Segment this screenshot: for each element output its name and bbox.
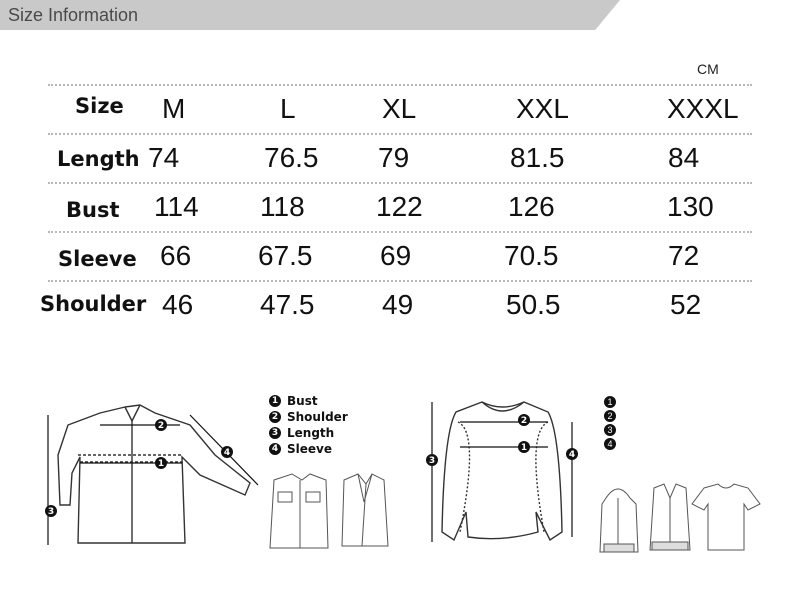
- table-cell: 70.5: [504, 240, 559, 271]
- table-cell: XL: [382, 93, 417, 124]
- measurement-legend: [269, 393, 348, 457]
- table-cell: 126: [508, 191, 555, 222]
- table-cell: L: [280, 93, 296, 124]
- legend-label: Shoulder: [287, 410, 348, 424]
- table-row-sleeve: [48, 231, 752, 280]
- unit-label: CM: [697, 61, 719, 77]
- legend-item: [269, 425, 348, 441]
- table-cell: 52: [670, 289, 702, 320]
- num-1-icon: 1: [604, 396, 616, 408]
- table-cell: 130: [667, 191, 714, 222]
- num-3-icon: 3: [269, 427, 281, 439]
- table-cell: 50.5: [506, 289, 561, 320]
- row-label: Size: [75, 94, 124, 118]
- sweater-measurement-illustration: [420, 392, 590, 552]
- legend-item: [269, 409, 348, 425]
- table-cell: 69: [380, 240, 412, 271]
- table-cell: 81.5: [510, 142, 565, 173]
- legend-item: [269, 441, 348, 457]
- num-4-icon: 4: [604, 438, 616, 450]
- table-cell: 118: [260, 191, 305, 222]
- row-label: Shoulder: [40, 292, 147, 316]
- table-cell: 72: [668, 240, 700, 271]
- table-cell: 66: [160, 240, 192, 271]
- marker-label: 2: [157, 421, 165, 431]
- num-2-icon: 2: [604, 410, 616, 422]
- table-row-shoulder: [40, 280, 752, 329]
- num-4-icon: 4: [269, 443, 281, 455]
- jacket-sketches: [262, 470, 392, 552]
- legend-label: Bust: [287, 394, 318, 408]
- marker-label: 2: [520, 416, 528, 426]
- marker-label: 4: [223, 448, 231, 458]
- marker-label: 4: [568, 450, 576, 460]
- table-cell: 67.5: [258, 240, 313, 271]
- table-row-bust: [48, 182, 752, 231]
- table-cell: 79: [378, 142, 410, 173]
- number-legend: [604, 396, 622, 450]
- table-cell: 122: [376, 191, 423, 222]
- garment-sketches: [596, 478, 766, 558]
- row-label: Sleeve: [58, 247, 137, 271]
- table-cell: 76.5: [264, 142, 319, 173]
- table-cell: 84: [668, 142, 700, 173]
- marker-label: 3: [47, 507, 55, 517]
- num-1-icon: 1: [269, 395, 281, 407]
- table-cell: 49: [382, 289, 414, 320]
- legend-item: [269, 393, 348, 409]
- num-3-icon: 3: [604, 424, 616, 436]
- row-label: Length: [57, 147, 140, 171]
- row-label: Bust: [66, 198, 120, 222]
- shirt-measurement-illustration: [40, 395, 270, 555]
- num-2-icon: 2: [269, 411, 281, 423]
- table-cell: 74: [148, 142, 180, 173]
- table-cell: 46: [162, 289, 194, 320]
- legend-label: Length: [287, 426, 335, 440]
- table-cell: XXL: [516, 93, 569, 124]
- table-cell: M: [162, 93, 186, 124]
- page-title: Size Information: [8, 5, 139, 25]
- table-row-size: [48, 84, 752, 133]
- marker-label: 3: [428, 456, 436, 466]
- marker-label: 1: [157, 459, 165, 469]
- legend-label: Sleeve: [287, 442, 332, 456]
- size-table: [40, 84, 752, 329]
- table-cell: 114: [154, 191, 199, 222]
- marker-label: 1: [520, 443, 528, 453]
- table-row-length: [48, 133, 752, 182]
- table-cell: 47.5: [260, 289, 315, 320]
- table-cell: XXXL: [667, 93, 739, 124]
